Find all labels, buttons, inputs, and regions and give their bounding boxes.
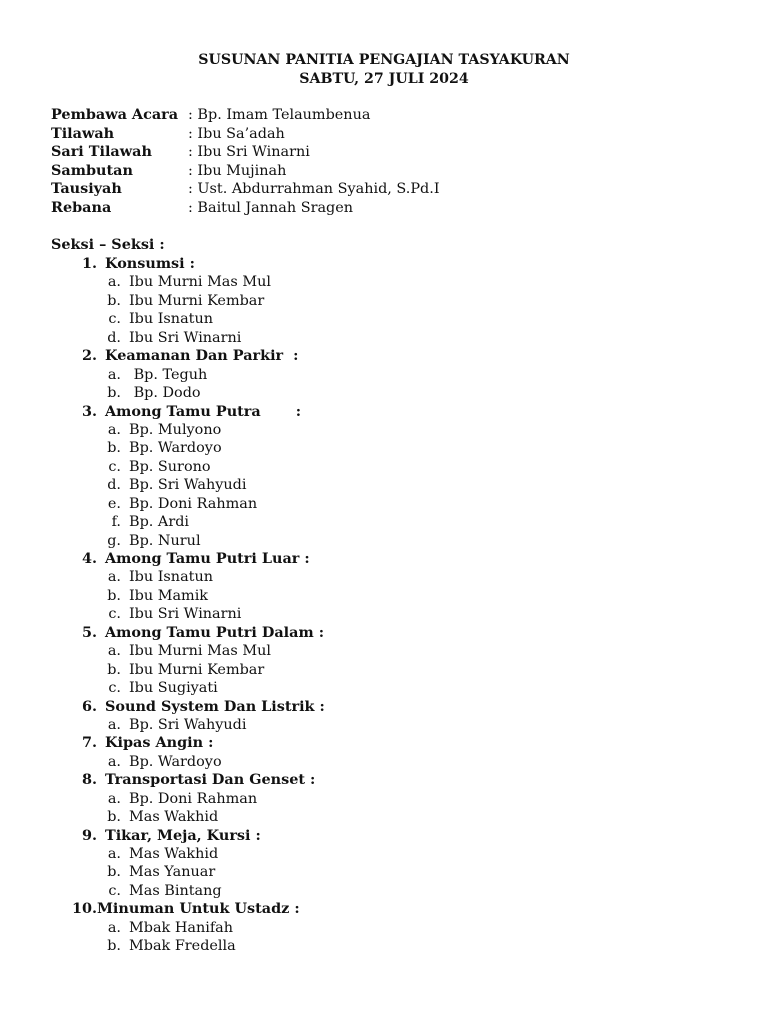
- member-row: [51, 513, 325, 531]
- member-name: Ibu Mamik: [129, 587, 209, 604]
- official-name: : Bp. Imam Telaumbenua: [188, 107, 371, 123]
- member-row: [51, 273, 325, 291]
- member-letter: f.: [111, 514, 121, 531]
- official-role: Rebana: [51, 198, 112, 216]
- official-row: [51, 143, 440, 162]
- section-name: Among Tamu Putra :: [105, 402, 302, 420]
- member-row: [51, 476, 325, 494]
- member-letter: c.: [108, 882, 121, 899]
- member-name: Bp. Dodo: [129, 385, 201, 402]
- section-number: 10.: [71, 900, 97, 918]
- member-name: Bp. Sri Wahyudi: [129, 716, 247, 733]
- member-name: Bp. Wardoyo: [129, 440, 222, 457]
- member-letter: a.: [107, 643, 121, 660]
- member-row: [51, 310, 325, 328]
- member-letter: a.: [107, 753, 121, 770]
- member-letter: a.: [107, 421, 121, 438]
- official-row: [51, 125, 440, 144]
- section-heading: [51, 734, 325, 752]
- member-row: [51, 790, 325, 808]
- member-row: [51, 845, 325, 863]
- member-name: Mas Wakhid: [129, 809, 219, 826]
- member-name: Ibu Isnatun: [129, 569, 213, 586]
- member-letter: b.: [107, 809, 121, 826]
- member-letter: c.: [108, 311, 121, 328]
- member-letter: b.: [107, 385, 121, 402]
- member-row: [51, 292, 325, 310]
- official-role: Sari Tilawah: [51, 143, 152, 161]
- member-row: [51, 642, 325, 660]
- member-name: Ibu Murni Kembar: [129, 661, 265, 678]
- official-role: Sambutan: [51, 161, 133, 179]
- member-letter: c.: [108, 606, 121, 623]
- member-name: Ibu Murni Mas Mul: [129, 643, 271, 660]
- member-letter: a.: [107, 716, 121, 733]
- section-number: 7.: [81, 734, 97, 752]
- section-number: 9.: [81, 826, 97, 844]
- member-name: Ibu Murni Kembar: [129, 292, 265, 309]
- section-number: 5.: [81, 623, 97, 641]
- section-number: 1.: [81, 255, 97, 272]
- member-row: [51, 458, 325, 476]
- section-name: Among Tamu Putri Dalam :: [105, 623, 325, 641]
- member-letter: b.: [107, 661, 121, 678]
- section-name: Sound System Dan Listrik :: [105, 697, 325, 715]
- member-row: [51, 605, 325, 623]
- member-name: Ibu Murni Mas Mul: [129, 274, 271, 291]
- member-name: Mbak Fredella: [129, 938, 236, 955]
- section-heading: [51, 347, 325, 365]
- official-role: Tausiyah: [51, 180, 122, 198]
- section-heading: [51, 827, 325, 845]
- member-row: [51, 679, 325, 697]
- member-name: Bp. Ardi: [129, 514, 190, 531]
- member-row: [51, 568, 325, 586]
- member-name: Bp. Teguh: [129, 366, 208, 383]
- section-heading: [51, 550, 325, 568]
- member-row: [51, 882, 325, 900]
- member-row: [51, 919, 325, 937]
- official-row: [51, 180, 440, 199]
- section-name: Keamanan Dan Parkir :: [105, 347, 299, 365]
- section-heading: [51, 698, 325, 716]
- document-title: SUSUNAN PANITIA PENGAJIAN TASYAKURAN: [198, 52, 570, 68]
- member-name: Mbak Hanifah: [129, 919, 233, 936]
- member-row: [51, 661, 325, 679]
- member-name: Bp. Sri Wahyudi: [129, 477, 247, 494]
- official-role: Pembawa Acara: [51, 106, 179, 123]
- member-name: Ibu Sri Winarni: [129, 329, 242, 346]
- section-name: Transportasi Dan Genset :: [105, 771, 316, 789]
- member-row: [51, 532, 325, 550]
- member-letter: c.: [108, 680, 121, 697]
- member-name: Ibu Isnatun: [129, 311, 213, 328]
- member-letter: a.: [107, 919, 121, 936]
- member-row: [51, 937, 325, 955]
- member-letter: a.: [107, 366, 121, 383]
- section-name: Among Tamu Putri Luar :: [105, 550, 310, 567]
- member-row: [51, 384, 325, 402]
- sections-list: [51, 255, 325, 956]
- member-letter: b.: [107, 938, 121, 955]
- section-name: Minuman Untuk Ustadz :: [97, 900, 300, 918]
- member-row: [51, 753, 325, 771]
- section-number: 6.: [81, 697, 97, 715]
- member-row: [51, 495, 325, 513]
- member-row: [51, 366, 325, 384]
- member-row: [51, 329, 325, 347]
- section-name: Konsumsi :: [105, 255, 195, 272]
- member-row: [51, 421, 325, 439]
- official-name: : Ibu Sa’adah: [188, 125, 285, 142]
- section-heading: [51, 403, 325, 421]
- member-name: Bp. Mulyono: [129, 421, 222, 438]
- member-letter: a.: [107, 274, 121, 291]
- official-row: [51, 106, 440, 125]
- document-date: SABTU, 27 JULI 2024: [299, 71, 469, 87]
- member-name: Ibu Sugiyati: [129, 680, 218, 697]
- member-row: [51, 587, 325, 605]
- official-name: : Ibu Mujinah: [188, 162, 287, 179]
- section-name: Kipas Angin :: [105, 734, 214, 752]
- section-heading: [51, 900, 325, 918]
- section-number: 2.: [81, 347, 97, 365]
- member-letter: a.: [107, 569, 121, 586]
- member-name: Bp. Nurul: [129, 532, 201, 549]
- member-row: [51, 716, 325, 734]
- member-letter: c.: [108, 458, 121, 475]
- section-number: 3.: [81, 402, 97, 420]
- official-row: [51, 162, 440, 181]
- section-number: 4.: [81, 550, 97, 567]
- member-name: Mas Bintang: [129, 882, 222, 899]
- member-letter: a.: [107, 790, 121, 807]
- seksi-heading: Seksi – Seksi :: [51, 236, 165, 253]
- member-name: Bp. Surono: [129, 458, 211, 475]
- section-name: Tikar, Meja, Kursi :: [105, 826, 261, 844]
- member-name: Bp. Doni Rahman: [129, 790, 258, 807]
- member-name: Mas Yanuar: [129, 864, 216, 881]
- member-letter: g.: [107, 532, 121, 549]
- member-name: Mas Wakhid: [129, 846, 219, 862]
- member-row: [51, 863, 325, 881]
- member-name: Bp. Doni Rahman: [129, 495, 258, 512]
- section-heading: [51, 624, 325, 642]
- member-letter: d.: [107, 329, 121, 346]
- member-row: [51, 439, 325, 457]
- official-row: [51, 199, 440, 218]
- officials-list: [51, 106, 440, 218]
- section-number: 8.: [81, 771, 97, 789]
- member-letter: b.: [107, 864, 121, 881]
- member-letter: e.: [107, 495, 121, 512]
- member-name: Bp. Wardoyo: [129, 753, 222, 770]
- official-name: : Ibu Sri Winarni: [188, 144, 310, 161]
- member-row: [51, 808, 325, 826]
- member-letter: d.: [107, 477, 121, 494]
- official-role: Tilawah: [51, 124, 115, 142]
- member-letter: b.: [107, 440, 121, 457]
- member-letter: b.: [107, 587, 121, 604]
- official-name: : Baitul Jannah Sragen: [188, 199, 354, 216]
- section-heading: [51, 771, 325, 789]
- member-letter: a.: [107, 846, 121, 862]
- member-letter: b.: [107, 292, 121, 309]
- section-heading: [51, 255, 325, 273]
- member-name: Ibu Sri Winarni: [129, 606, 242, 623]
- official-name: : Ust. Abdurrahman Syahid, S.Pd.I: [188, 181, 440, 198]
